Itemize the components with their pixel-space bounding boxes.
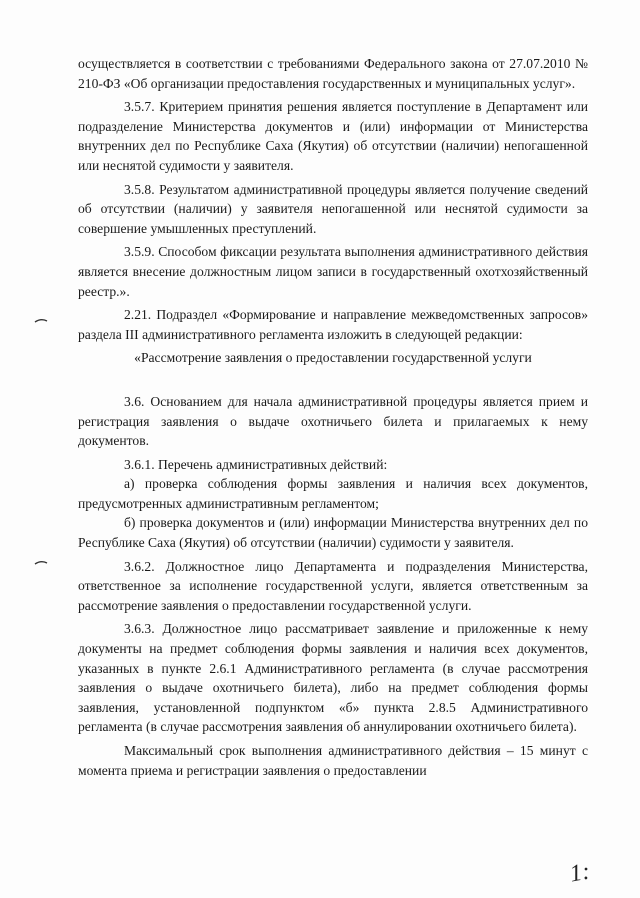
paragraph-3-6-1: 3.6.1. Перечень административных действий: — [124, 456, 388, 472]
punch-mark-top — [34, 318, 48, 324]
paragraph-3-6-2: 3.6.2. Должностное лицо Департамента и подразделения Министерства, ответственное за исполнение государственной услуги, является ответственным за рассмотрение заявления о предоставлении государственной услуги. — [78, 558, 588, 613]
page-number: 1: — [567, 858, 593, 888]
section-heading: «Рассмотрение заявления о предоставлении государственной услуги — [134, 350, 532, 366]
paragraph-3-5-7: 3.5.7. Критерием принятия решения является поступление в Департамент или подразделение Министерства документов и (или) информации от Министерства внутренних дел по Республике Саха (Якутия) об отсутствии (наличии) непогашенной или неснятой судимости у заявителя. — [78, 99, 588, 173]
document-body — [78, 54, 588, 784]
paragraph-2-21: 2.21. Подраздел «Формирование и направление межведомственных запросов» раздела III административного регламента изложить в следующей редакции: — [78, 307, 588, 342]
paragraph-3-5-8: 3.5.8. Результатом административной процедуры является получение сведений об отсутствии (наличии) у заявителя непогашенной или неснятой судимости за совершение умышленных преступлений. — [78, 181, 588, 236]
paragraph-3-5-9: 3.5.9. Способом фиксации результата выполнения административного действия является внесение должностным лицом записи в государственный охотхозяйственный реестр.». — [78, 244, 588, 299]
paragraph-item-a: а) проверка соблюдения формы заявления и наличия всех документов, предусмотренных административным регламентом; — [78, 476, 588, 511]
paragraph-3-6: 3.6. Основанием для начала административной процедуры является прием и регистрация заявления о выдаче охотничьего билета и прилагаемых к нему документов. — [78, 393, 588, 449]
paragraph-item-b: б) проверка документов и (или) информации Министерства внутренних дел по Республике Саха (Якутия) об отсутствии (наличии) судимости у заявителя. — [78, 515, 588, 551]
paragraph-3-6-3: 3.6.3. Должностное лицо рассматривает заявление и приложенные к нему документы на предмет соблюдения формы заявления и наличия всех документов, указанных в пункте 2.6.1 Административного регламента (в случае рассмотрения заявления о выдаче охотничьего билета), либо на предмет соблюдения формы заявления, установленной подпунктом «б» пункта 2.8.5 Административного регламента (в случае рассмотрения заявления об аннулировании охотничьего билета). — [78, 621, 588, 735]
paragraph-intro: осуществляется в соответствии с требованиями Федерального закона от 27.07.2010 № 210-ФЗ «Об организации предоставления государственных и муниципальных услуг». — [78, 56, 588, 91]
paragraph-max-time: Максимальный срок выполнения административного действия – 15 минут с момента приема и регистрации заявления о предоставлении — [78, 743, 588, 778]
punch-mark-bottom — [34, 560, 48, 566]
